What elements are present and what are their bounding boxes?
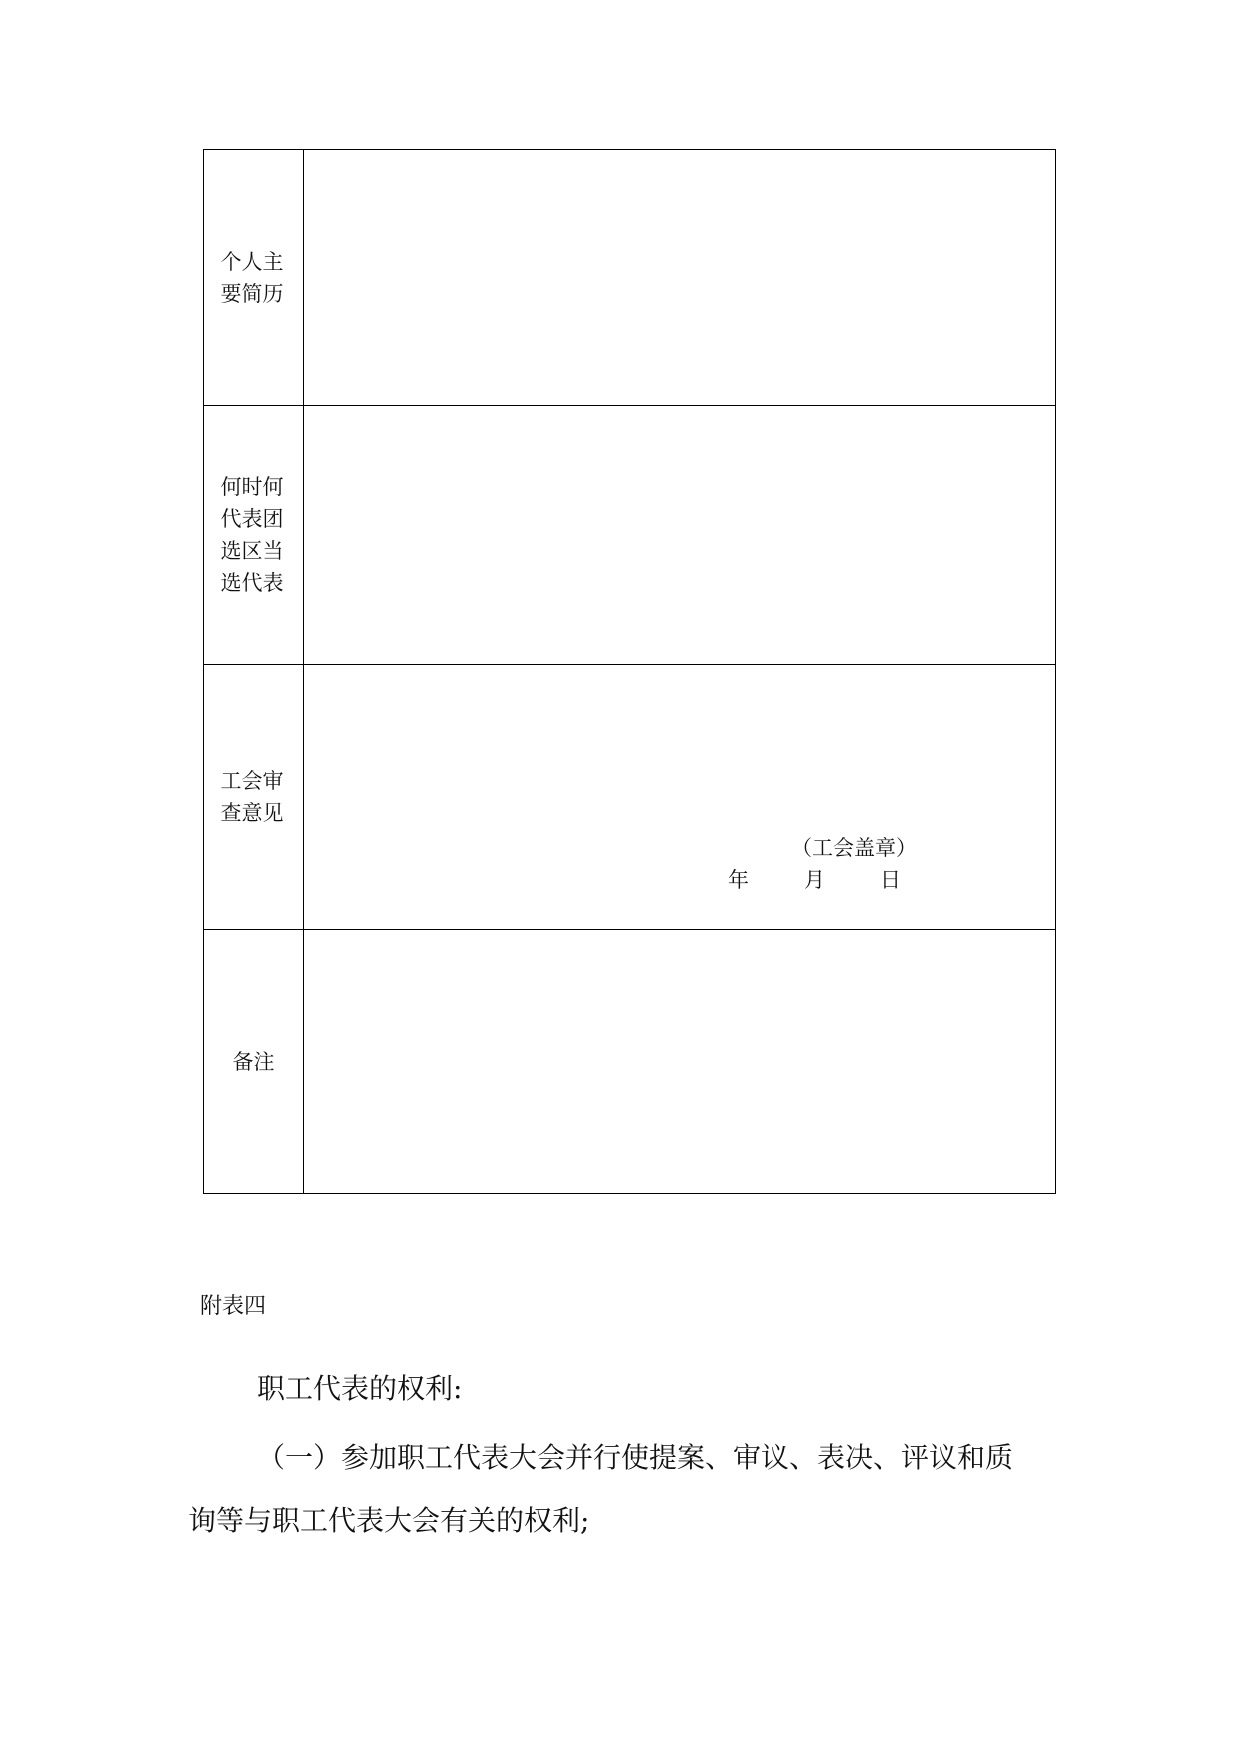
date-month-label: 月: [804, 868, 825, 892]
appendix-label: 附表四: [200, 1294, 267, 1319]
rights-heading: 职工代表的权利:: [257, 1372, 463, 1405]
label-cell-union-review: [204, 665, 304, 930]
form-row-resume: [204, 150, 1056, 406]
union-stamp-text: （工会盖章）: [791, 836, 917, 860]
row-label-remarks: 备注: [232, 1049, 275, 1074]
label-cell-resume: [204, 150, 304, 406]
remarks-field[interactable]: [304, 930, 1056, 1194]
label-cell-remarks: [204, 930, 304, 1194]
row-label-resume: 个人主要简历: [220, 249, 284, 306]
row-label-election: 何时何代表团选区当选代表: [220, 475, 284, 595]
resume-field[interactable]: [304, 150, 1056, 406]
representative-info-form: [203, 149, 1056, 1194]
form-row-election: [204, 406, 1056, 665]
union-review-field[interactable]: [304, 665, 1056, 930]
rights-item-1-line-2: 询等与职工代表大会有关的权利;: [188, 1504, 590, 1537]
form-row-union-review: [204, 665, 1056, 930]
row-label-union-review: 工会审查意见: [220, 769, 284, 825]
rights-item-1-line-1: （一）参加职工代表大会并行使提案、审议、表决、评议和质: [257, 1441, 1014, 1474]
election-field[interactable]: [304, 406, 1056, 665]
form-row-remarks: [204, 930, 1056, 1194]
label-cell-election: [204, 406, 304, 665]
date-day-label: 日: [880, 868, 901, 892]
date-year-label: 年: [728, 868, 749, 892]
